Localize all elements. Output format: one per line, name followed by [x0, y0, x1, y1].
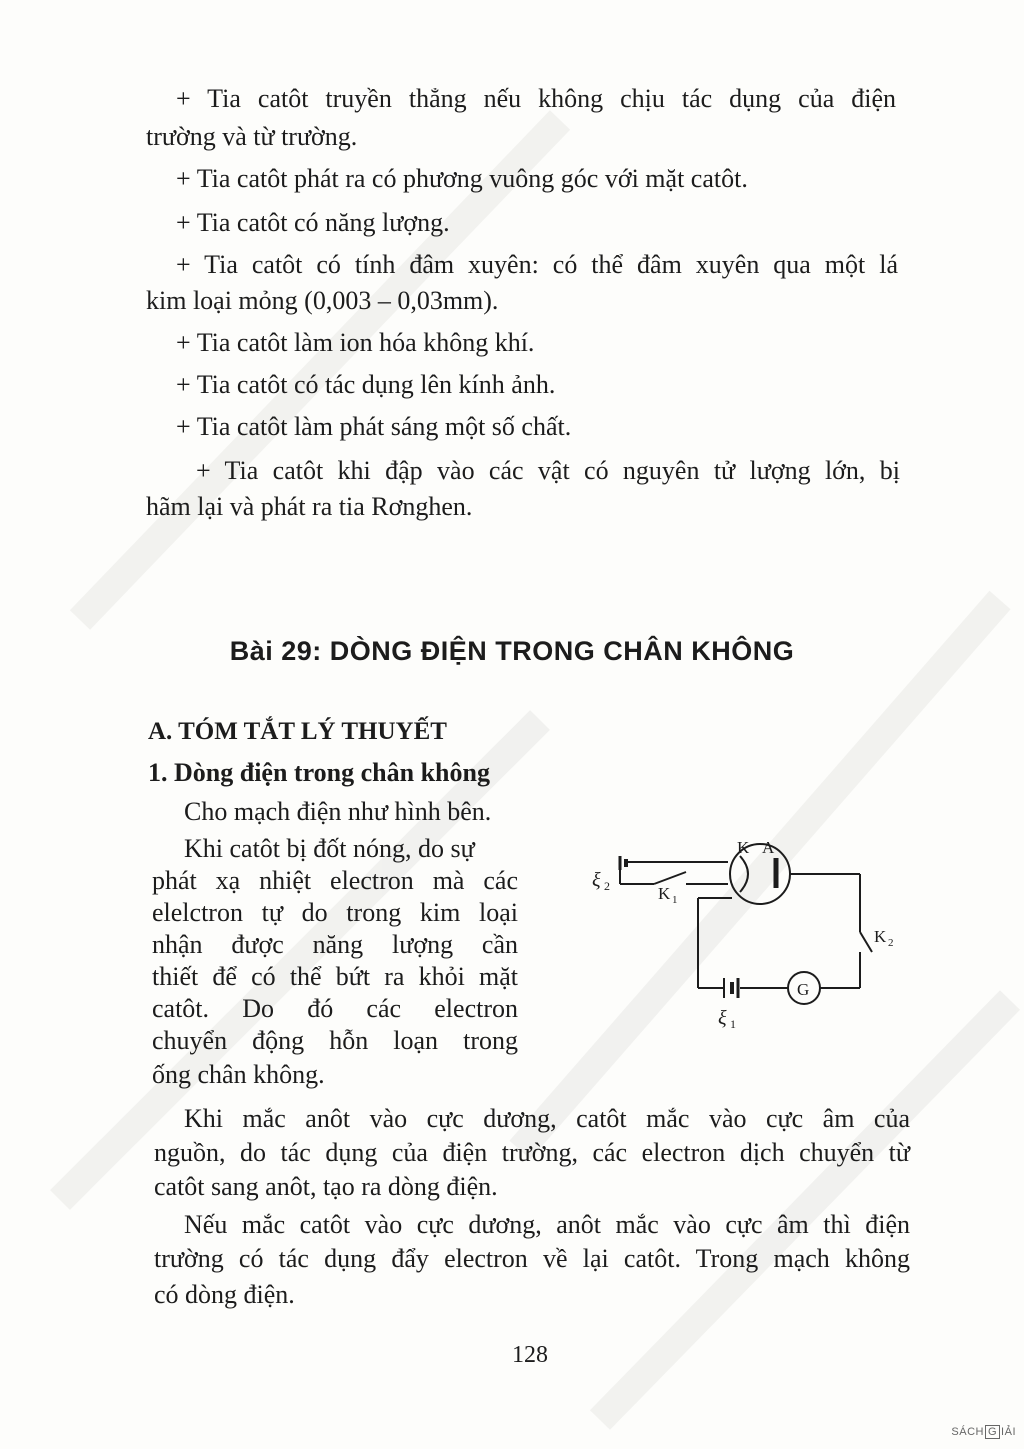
label-xi2-sub: 2 — [604, 879, 610, 893]
paragraph-line: catôt sang anôt, tạo ra dòng điện. — [154, 1172, 498, 1201]
bullet-straight-line-cont: trường và từ trường. — [146, 122, 358, 151]
paragraph-line: Nếu mắc catôt vào cực dương, anôt mắc vào cực âm thì điện — [184, 1210, 910, 1239]
label-xi1-sub: 1 — [730, 1017, 736, 1031]
bullet-energy: + Tia catôt có năng lượng. — [176, 208, 450, 237]
paragraph-line: Khi mắc anôt vào cực dương, catôt mắc vào cực âm của — [184, 1104, 910, 1133]
bullet-fluorescence: + Tia catôt làm phát sáng một số chất. — [176, 412, 572, 441]
label-xi2: ξ — [592, 869, 601, 891]
left-column-line: catôt. Do đó các electron — [152, 994, 518, 1023]
label-a: A — [762, 838, 775, 857]
bullet-xray: + Tia catôt khi đập vào các vật có nguyên tử lượng lớn, bị — [196, 456, 900, 485]
page-number: 128 — [512, 1342, 548, 1368]
label-k: K — [737, 838, 750, 857]
bullet-penetration-cont: kim loại mỏng (0,003 – 0,03mm). — [146, 286, 499, 315]
bullet-ionize: + Tia catôt làm ion hóa không khí. — [176, 328, 535, 357]
logo-box-text: G — [985, 1425, 1000, 1439]
label-k2: K — [874, 927, 887, 946]
bullet-penetration: + Tia catôt có tính đâm xuyên: có thể đâm xuyên qua một lá — [176, 250, 898, 279]
switch-k1-lever — [654, 872, 686, 884]
logo-left-text: SÁCH — [951, 1426, 984, 1438]
label-k1-sub: 1 — [672, 894, 678, 906]
bullet-straight-line: + Tia catôt truyền thẳng nếu không chịu tác dụng của điện — [176, 84, 896, 113]
left-column-line: phát xạ nhiệt electron mà các — [152, 866, 518, 895]
left-column-line: thiết để có thể bứt ra khỏi mặt — [152, 962, 518, 991]
paragraph-line: trường có tác dụng đẩy electron về lại catôt. Trong mạch không — [154, 1244, 910, 1273]
paragraph-line: nguồn, do tác dụng của điện trường, các electron dịch chuyển từ — [154, 1138, 910, 1167]
label-k2-sub: 2 — [888, 937, 894, 949]
switch-k2-lever — [860, 932, 872, 952]
paragraph-line: có dòng điện. — [154, 1280, 295, 1309]
subsection-heading: 1. Dòng điện trong chân không — [148, 758, 490, 787]
label-g: G — [797, 980, 810, 999]
bullet-perpendicular: + Tia catôt phát ra có phương vuông góc với mặt catôt. — [176, 164, 748, 193]
cathode-electrode — [740, 856, 748, 892]
label-k1: K — [658, 884, 671, 903]
bullet-xray-cont: hãm lại và phát ra tia Rơnghen. — [146, 492, 473, 521]
site-logo — [951, 1425, 1016, 1439]
circuit-diagram — [560, 826, 900, 1086]
left-column-line: elelctron tự do trong kim loại — [152, 898, 518, 927]
left-column-line: ống chân không. — [152, 1060, 325, 1089]
left-column-line: chuyển động hỗn loạn trong — [152, 1026, 518, 1055]
left-column-line: Khi catôt bị đốt nóng, do sự — [184, 834, 475, 863]
label-xi1: ξ — [718, 1007, 727, 1029]
left-column-line: nhận được năng lượng cần — [152, 930, 518, 959]
logo-right-text: IẢI — [1001, 1426, 1016, 1438]
bullet-photo-plate: + Tia catôt có tác dụng lên kính ảnh. — [176, 370, 556, 399]
section-heading: A. TÓM TẮT LÝ THUYẾT — [148, 718, 447, 745]
intro-line: Cho mạch điện như hình bên. — [184, 797, 492, 826]
lesson-title: Bài 29: DÒNG ĐIỆN TRONG CHÂN KHÔNG — [229, 636, 795, 666]
